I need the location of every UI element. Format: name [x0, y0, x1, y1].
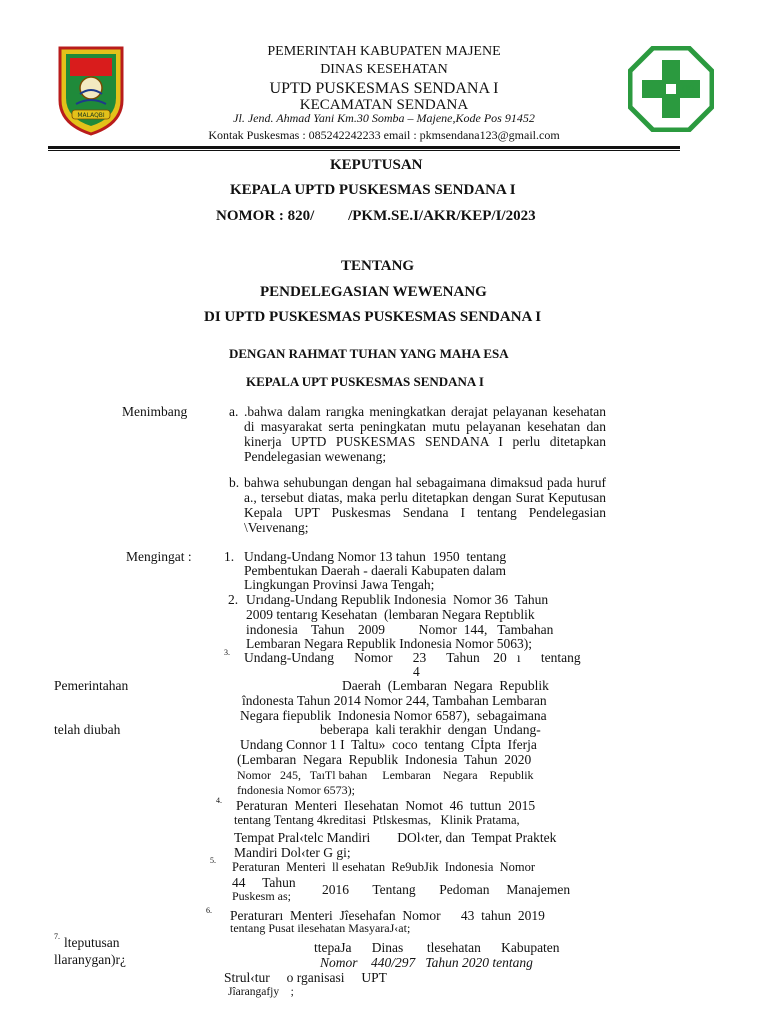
- preamble-rahmat: DENGAN RAHMAT TUHAN YANG MAHA ESA: [229, 346, 509, 361]
- mengingat-1-line: Pembentukan Daerah - daerali Kabupaten dalam: [244, 563, 507, 578]
- title-nomor: NOMOR : 820/ /PKM.SE.I/AKR/KEP/I/2023: [216, 208, 536, 224]
- mengingat-3-line: Undang-Undang Nomor 23 Tahun 20 ı tentang: [244, 650, 581, 665]
- mengingat-2-marker: 2.: [228, 592, 239, 607]
- title-tentang: TENTANG: [341, 258, 415, 274]
- mengingat-2-line: Lembaran Negara Republik Indonesia Nomor 5063);: [246, 636, 533, 651]
- title-keputusan: KEPUTUSAN: [330, 157, 423, 173]
- mengingat-3-marker: 3.: [224, 648, 230, 657]
- menimbang-a-text: .bahwa dalam rarıgka meningkatkan derajat pelayanan kesehatan di masyarakat serta peningkatan mutu pelayanan kesehatan dan kinerja UPTD PUSKESMAS SENDANA I perlu ditetapkan Pendelegasian wewenang;: [244, 404, 606, 464]
- mengingat-4-marker: 4.: [216, 796, 222, 805]
- mengingat-7-line: ttepaJa Dinas tlesehatan Kabupaten: [314, 940, 560, 955]
- menimbang-b-text: bahwa sehubungan dengan hal sebagaimana dimaksud pada huruf a., tersebut diatas, maka perlu ditetapkan dengan Surat Keputusan Kepala UPT Puskesmas Sendana I tentang Pendelegasian \Veıvenang;: [244, 475, 606, 535]
- mengingat-5-line: Puskesm as;: [232, 889, 292, 903]
- mengingat-3-line: beberapa kali terakhir dengan Undang-: [320, 722, 541, 737]
- mengingat-4-line: tentang Tentang 4kreditasi Ptlskesmas, Klinik Pratama,: [234, 813, 520, 827]
- menimbang-label: Menimbang: [122, 404, 188, 419]
- header-address: Jl. Jend. Ahmad Yani Km.30 Somba – Majene,Kode Pos 91452: [233, 111, 535, 125]
- mengingat-7-marker: 7.: [54, 932, 60, 941]
- mengingat-5-line: Peraturan Menteri ll esehatan Re9ubJik Indonesia Nomor: [232, 860, 536, 874]
- mengingat-7-line: Jîarangafjy ;: [228, 986, 294, 998]
- mengingat-6-line: tentang Pusat ilesehatan MasyaraJ‹at;: [230, 921, 411, 935]
- mengingat-7-line: Nomor 440/297 Tahun 2020 tentang: [320, 955, 533, 970]
- mengingat-2-line: 2009 tentarıg Kesehatan (lembaran Negara Reptıblik: [246, 607, 535, 622]
- mengingat-7-line: Strul‹tur o rganisasi UPT: [224, 970, 387, 985]
- mengingat-6-marker: 6.: [206, 906, 212, 915]
- mengingat-4-line: Peraturan Menteri Ilesehatan Nomot 46 tuttun 2015: [236, 798, 536, 813]
- title-subject-2: DI UPTD PUSKESMAS PUSKESMAS SENDANA I: [204, 309, 542, 325]
- mengingat-4-line: Mandiri Dol‹ter G gi;: [234, 845, 351, 860]
- side-note-telah-diubah: telah diubah: [54, 722, 121, 737]
- logo-motto: MALAQBI: [77, 112, 105, 119]
- preamble-kepala: KEPALA UPT PUSKESMAS SENDANA I: [246, 374, 484, 389]
- mengingat-1-line: Lingkungan Provinsi Jawa Tengah;: [244, 577, 435, 592]
- header-kecamatan: KECAMATAN SENDANA: [299, 97, 469, 113]
- mengingat-3-line: Daerah (Lembaran Negara Republik: [342, 678, 549, 693]
- mengingat-3-line: Negara fiepublik Indonesia Nomor 6587), sebagaimana: [240, 708, 547, 723]
- mengingat-4-line: Tempat Pral‹telc Mandiri DOl‹ter, dan Tempat Praktek: [234, 830, 557, 845]
- title-subject-1: PENDELEGASIAN WEWENANG: [260, 284, 487, 300]
- mengingat-label: Mengingat :: [126, 549, 192, 564]
- mengingat-1-marker: 1.: [224, 549, 235, 564]
- menimbang-a-marker: a.: [229, 404, 239, 419]
- header-dinas: DINAS KESEHATAN: [320, 62, 448, 77]
- mengingat-3-line: fndonesia Nomor 6573);: [237, 783, 355, 797]
- mengingat-3-line: (Lembaran Negara Republik Indonesia Tahun 2020: [237, 752, 532, 767]
- side-note-larangan: llaranygan)r¿: [54, 952, 126, 967]
- mengingat-2-line: indonesia Tahun 2009 Nomor 144, Tambahan: [246, 622, 554, 637]
- mengingat-1-line: Undang-Undang Nomor 13 tahun 1950 tentang: [244, 549, 507, 564]
- header-uptd: UPTD PUSKESMAS SENDANA I: [269, 80, 499, 97]
- mengingat-2-line: Urıdang-Undang Republik Indonesia Nomor 36 Tahun: [246, 592, 549, 607]
- mengingat-5-line: 44 Tahun: [232, 875, 296, 890]
- mengingat-3-superscript: 4: [413, 664, 420, 679]
- side-note-keputusan: lteputusan: [64, 935, 120, 950]
- header-contact: Kontak Puskesmas : 085242242233 email : pkmsendana123@gmail.com: [208, 128, 560, 142]
- title-kepala: KEPALA UPTD PUSKESMAS SENDANA I: [230, 182, 516, 198]
- header-rule-thick: [48, 146, 680, 149]
- header-rule-thin: [48, 150, 680, 151]
- mengingat-3-line: Undang Connor 1 I Taltu» coco tentang Cİpta Iferja: [240, 737, 537, 752]
- side-note-pemerintahan: Pemerintahan: [54, 678, 129, 693]
- mengingat-3-line: îndonesta Tahun 2014 Nomor 244, Tambahan Lembaran: [242, 693, 547, 708]
- mengingat-3-line: Nomor 245, TaıTl bahan Lembaran Negara Republik: [237, 768, 534, 782]
- menimbang-b-marker: b.: [229, 475, 240, 490]
- mengingat-6-line: Peraturarı Menteri Jîesehafan Nomor 43 tahun 2019: [230, 908, 545, 923]
- mengingat-5-line: 2016 Tentang Pedoman Manajemen: [322, 882, 571, 897]
- mengingat-5-marker: 5.: [210, 856, 216, 865]
- header-government: PEMERINTAH KABUPATEN MAJENE: [267, 44, 501, 59]
